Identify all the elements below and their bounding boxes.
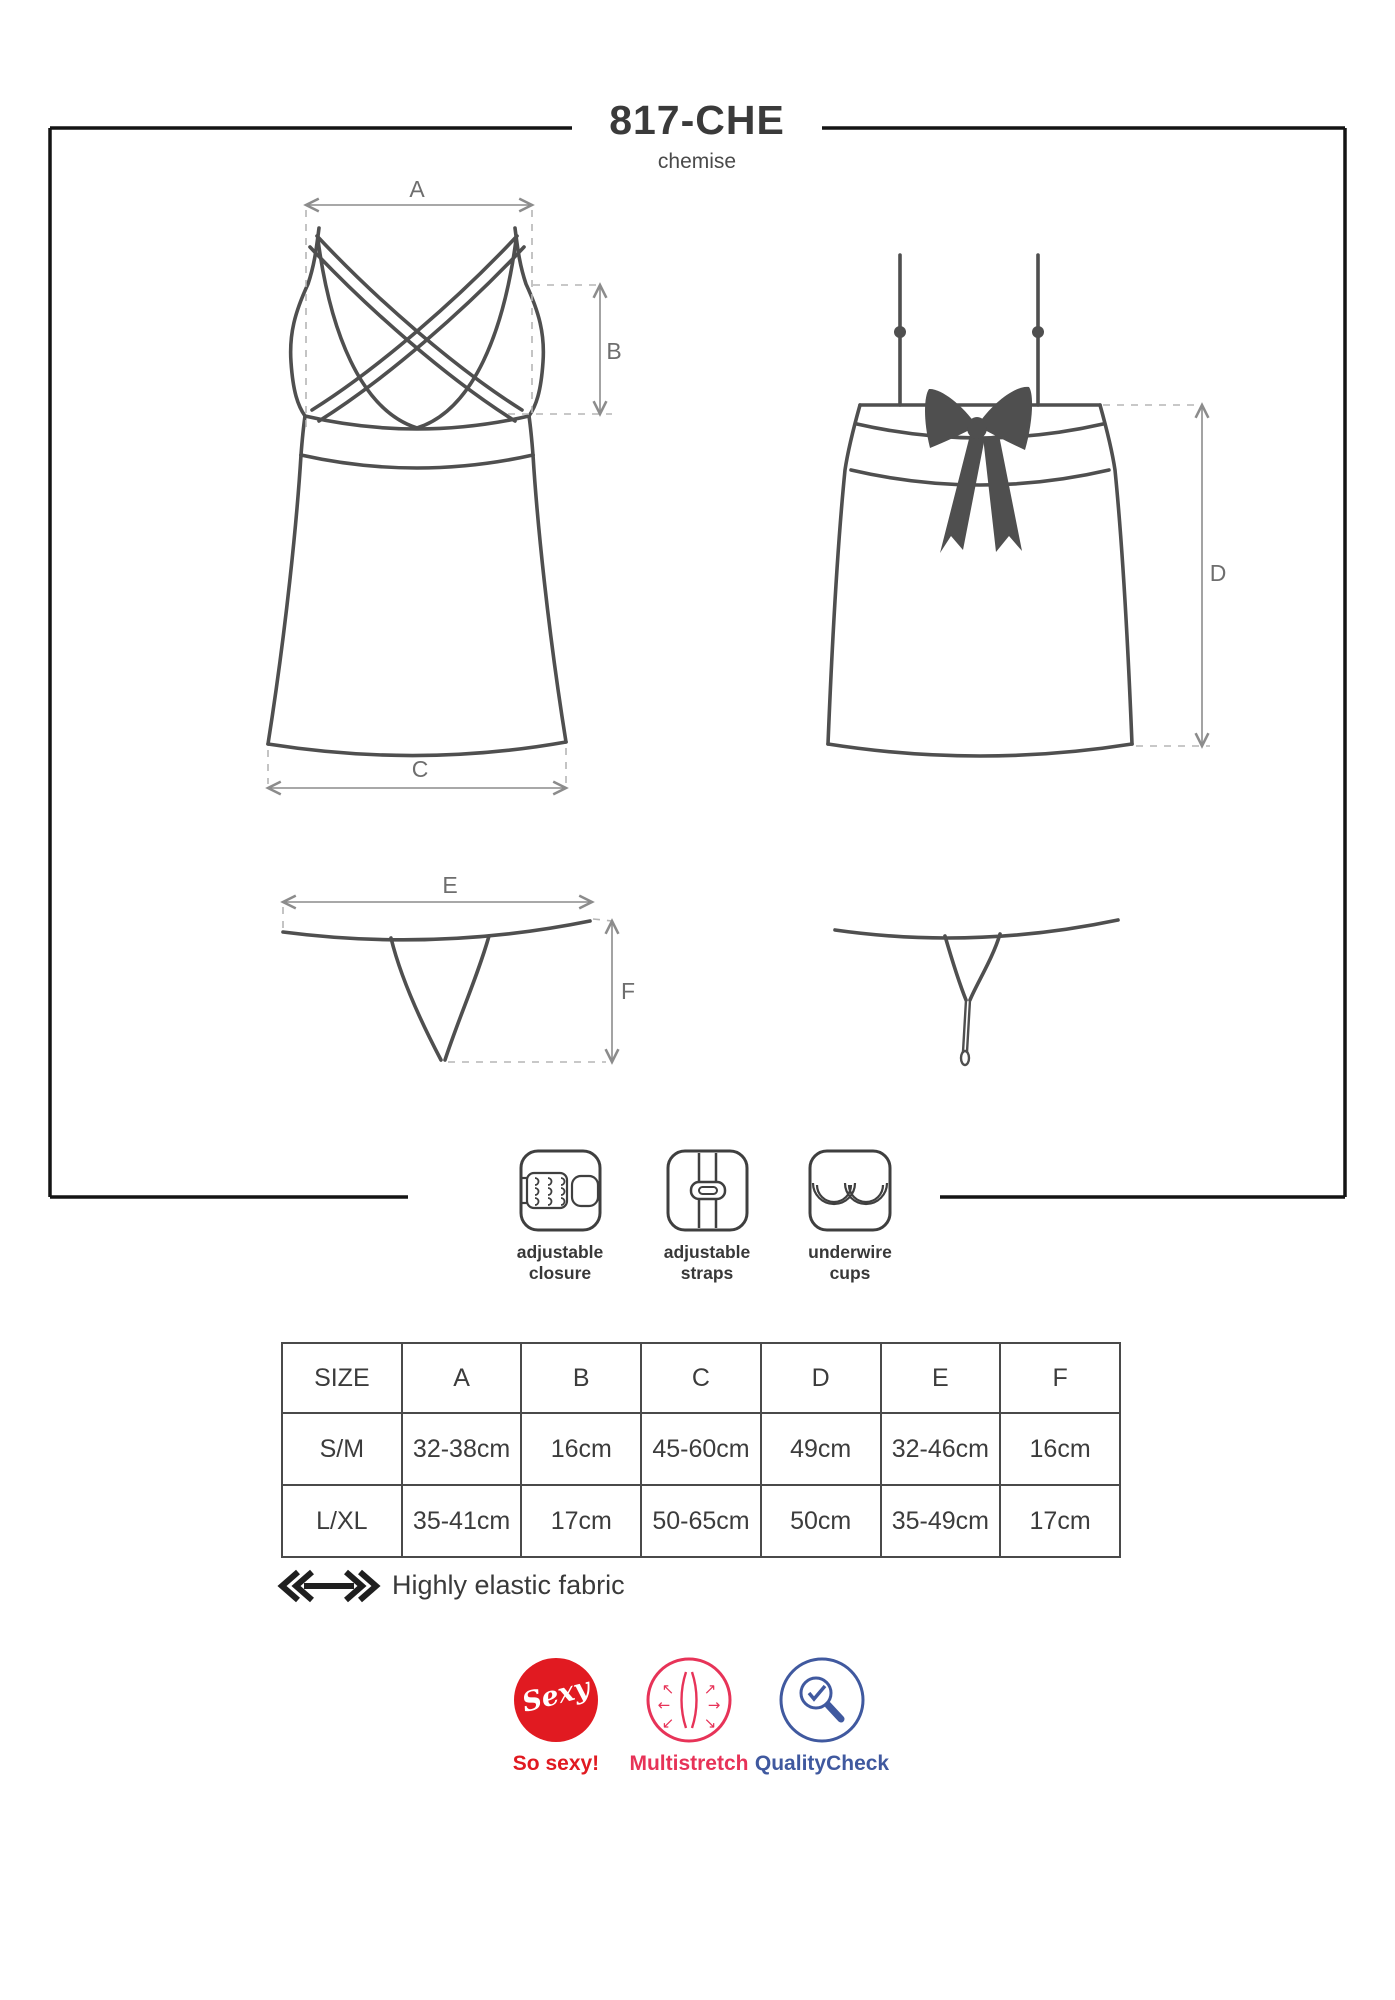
multistretch-badge-icon [648,1659,730,1741]
strap-adjuster-beads [894,326,1044,338]
value-cell: 17cm [521,1485,641,1557]
size-table-header-cell: E [881,1343,1001,1413]
svg-text:↗: ↗ [703,1680,717,1698]
value-cell: 50cm [761,1485,881,1557]
thong-back-drawing [835,920,1118,1065]
value-cell: 17cm [1000,1485,1120,1557]
svg-text:↙: ↙ [661,1714,675,1732]
value-cell: 16cm [1000,1413,1120,1485]
feature-label-adjustable-closure: adjustable closure [516,1242,604,1283]
multistretch-label: Multistretch [629,1752,749,1775]
sexy-badge-text: Sexy [519,1672,593,1719]
size-table-header-cell: A [402,1343,522,1413]
size-table [281,1342,1121,1558]
value-cell: 35-41cm [402,1485,522,1557]
dim-label-f: F [620,978,636,1004]
frame-border [50,128,1345,1197]
value-cell: 32-38cm [402,1413,522,1485]
svg-text:↖: ↖ [661,1680,675,1698]
fabric-note: Highly elastic fabric [392,1570,625,1600]
product-code: 817-CHE [609,97,785,143]
value-cell: 50-65cm [641,1485,761,1557]
back-dimension-lines [1103,405,1210,746]
size-table-row-lxl [282,1485,1120,1557]
svg-text:↘: ↘ [703,1714,717,1732]
dim-label-d: D [1209,560,1227,586]
bow-decoration [925,387,1032,553]
size-table-header-cell: B [521,1343,641,1413]
qualitycheck-badge-icon [781,1659,863,1741]
feature-label-underwire-cups: underwire cups [808,1242,892,1283]
elastic-arrow-icon [282,1572,376,1600]
adjustable-closure-icon [521,1151,600,1230]
value-cell: 16cm [521,1413,641,1485]
size-table-header-cell: SIZE [282,1343,402,1413]
qualitycheck-label: QualityCheck [754,1752,890,1775]
chemise-front-drawing [268,228,566,756]
dim-label-a: A [409,176,425,202]
dim-label-c: C [411,756,429,782]
so-sexy-label: So sexy! [512,1752,600,1775]
svg-text:←: ← [657,1696,671,1714]
size-table-header-cell: D [761,1343,881,1413]
adjustable-straps-icon [668,1151,747,1230]
size-cell: L/XL [282,1485,402,1557]
chemise-back-drawing [828,255,1132,756]
svg-text:→: → [707,1696,721,1714]
size-table-header-row [282,1343,1120,1413]
size-cell: S/M [282,1413,402,1485]
dim-label-b: B [606,338,622,364]
value-cell: 49cm [761,1413,881,1485]
value-cell: 45-60cm [641,1413,761,1485]
product-type: chemise [657,150,737,173]
size-table-row-sm [282,1413,1120,1485]
size-table-header-cell: F [1000,1343,1120,1413]
title-block [497,0,897,200]
thong-front-drawing [283,921,590,1060]
underwire-cups-icon [810,1151,890,1230]
dim-label-e: E [442,872,458,898]
size-table-header-cell: C [641,1343,761,1413]
feature-label-adjustable-straps: adjustable straps [663,1242,751,1283]
value-cell: 35-49cm [881,1485,1001,1557]
value-cell: 32-46cm [881,1413,1001,1485]
